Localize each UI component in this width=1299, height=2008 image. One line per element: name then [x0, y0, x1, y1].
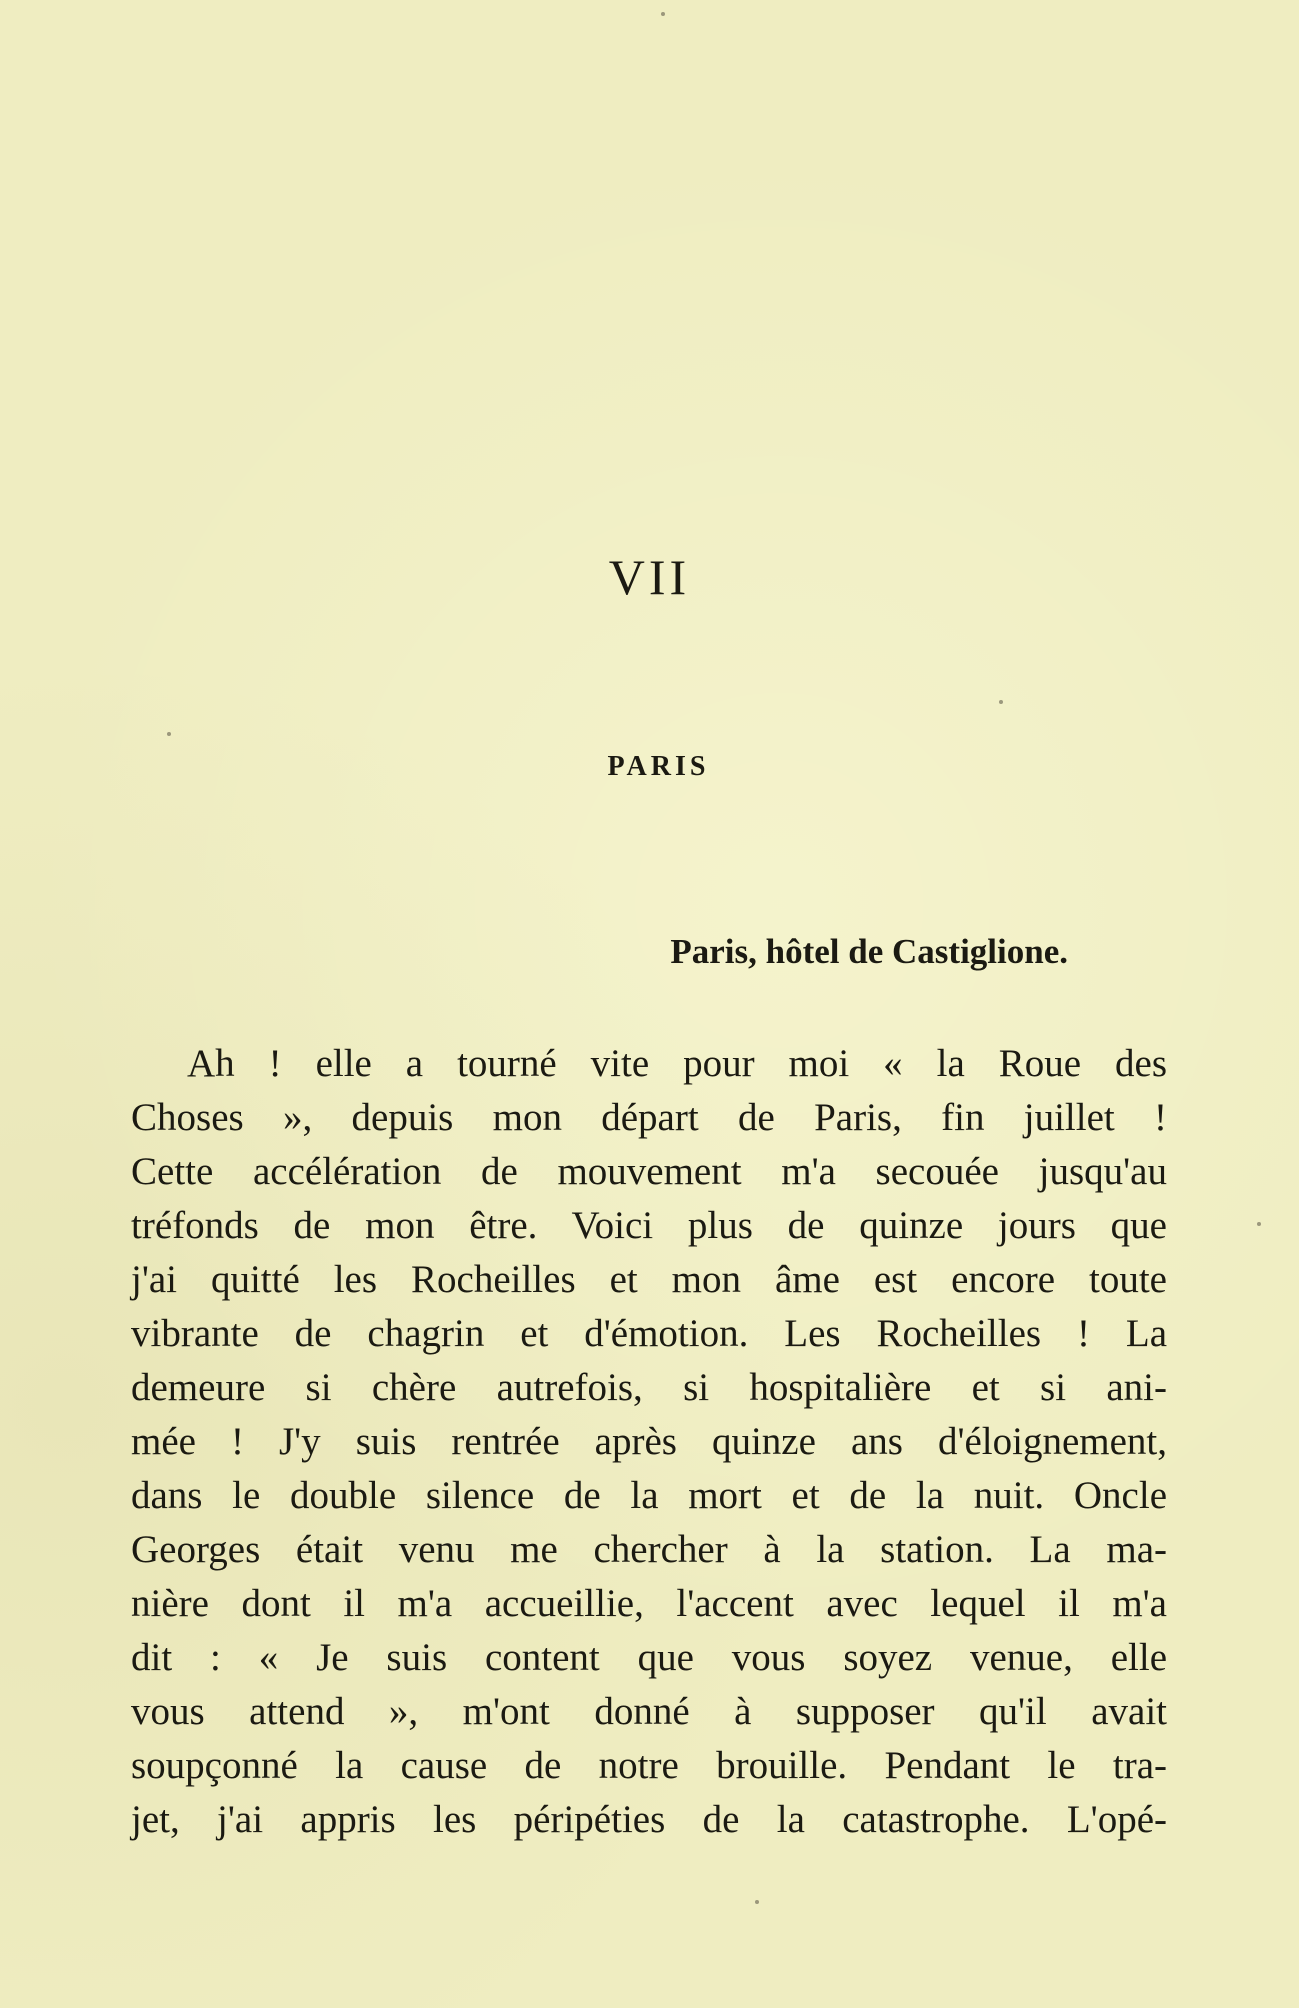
text-line: nière dont il m'a accueillie, l'accent avec lequel il m'a	[131, 1582, 1167, 1625]
paper-speck	[999, 700, 1003, 704]
paper-speck	[1257, 1222, 1261, 1226]
text-line: j'ai quitté les Rocheilles et mon âme est encore toute	[131, 1258, 1167, 1301]
text-line: Choses », depuis mon départ de Paris, fin juillet !	[131, 1096, 1167, 1139]
text-line: dans le double silence de la mort et de la nuit. Oncle	[131, 1474, 1167, 1517]
text-line: Ah ! elle a tourné vite pour moi « la Roue des	[187, 1042, 1167, 1085]
chapter-title: PARIS	[607, 751, 710, 782]
text-line: demeure si chère autrefois, si hospitalière et si ani-	[131, 1366, 1167, 1409]
text-line: tréfonds de mon être. Voici plus de quinze jours que	[131, 1204, 1167, 1247]
text-line: jet, j'ai appris les péripéties de la catastrophe. L'opé-	[131, 1798, 1167, 1841]
body-paragraph	[131, 1037, 1167, 1847]
chapter-number: VII	[608, 549, 691, 605]
dateline: Paris, hôtel de Castiglione.	[670, 932, 1068, 971]
paper-speck	[755, 1900, 759, 1904]
paper-speck	[167, 732, 171, 736]
text-line: mée ! J'y suis rentrée après quinze ans d'éloignement,	[131, 1420, 1167, 1463]
text-line: vibrante de chagrin et d'émotion. Les Rocheilles ! La	[131, 1312, 1167, 1355]
paper-speck	[661, 12, 665, 16]
text-line: soupçonné la cause de notre brouille. Pendant le tra-	[131, 1744, 1167, 1787]
text-line: dit : « Je suis content que vous soyez venue, elle	[131, 1636, 1167, 1679]
text-line: vous attend », m'ont donné à supposer qu'il avait	[131, 1690, 1167, 1733]
text-line: Cette accélération de mouvement m'a secouée jusqu'au	[131, 1150, 1167, 1193]
text-line: Georges était venu me chercher à la station. La ma-	[131, 1528, 1167, 1571]
